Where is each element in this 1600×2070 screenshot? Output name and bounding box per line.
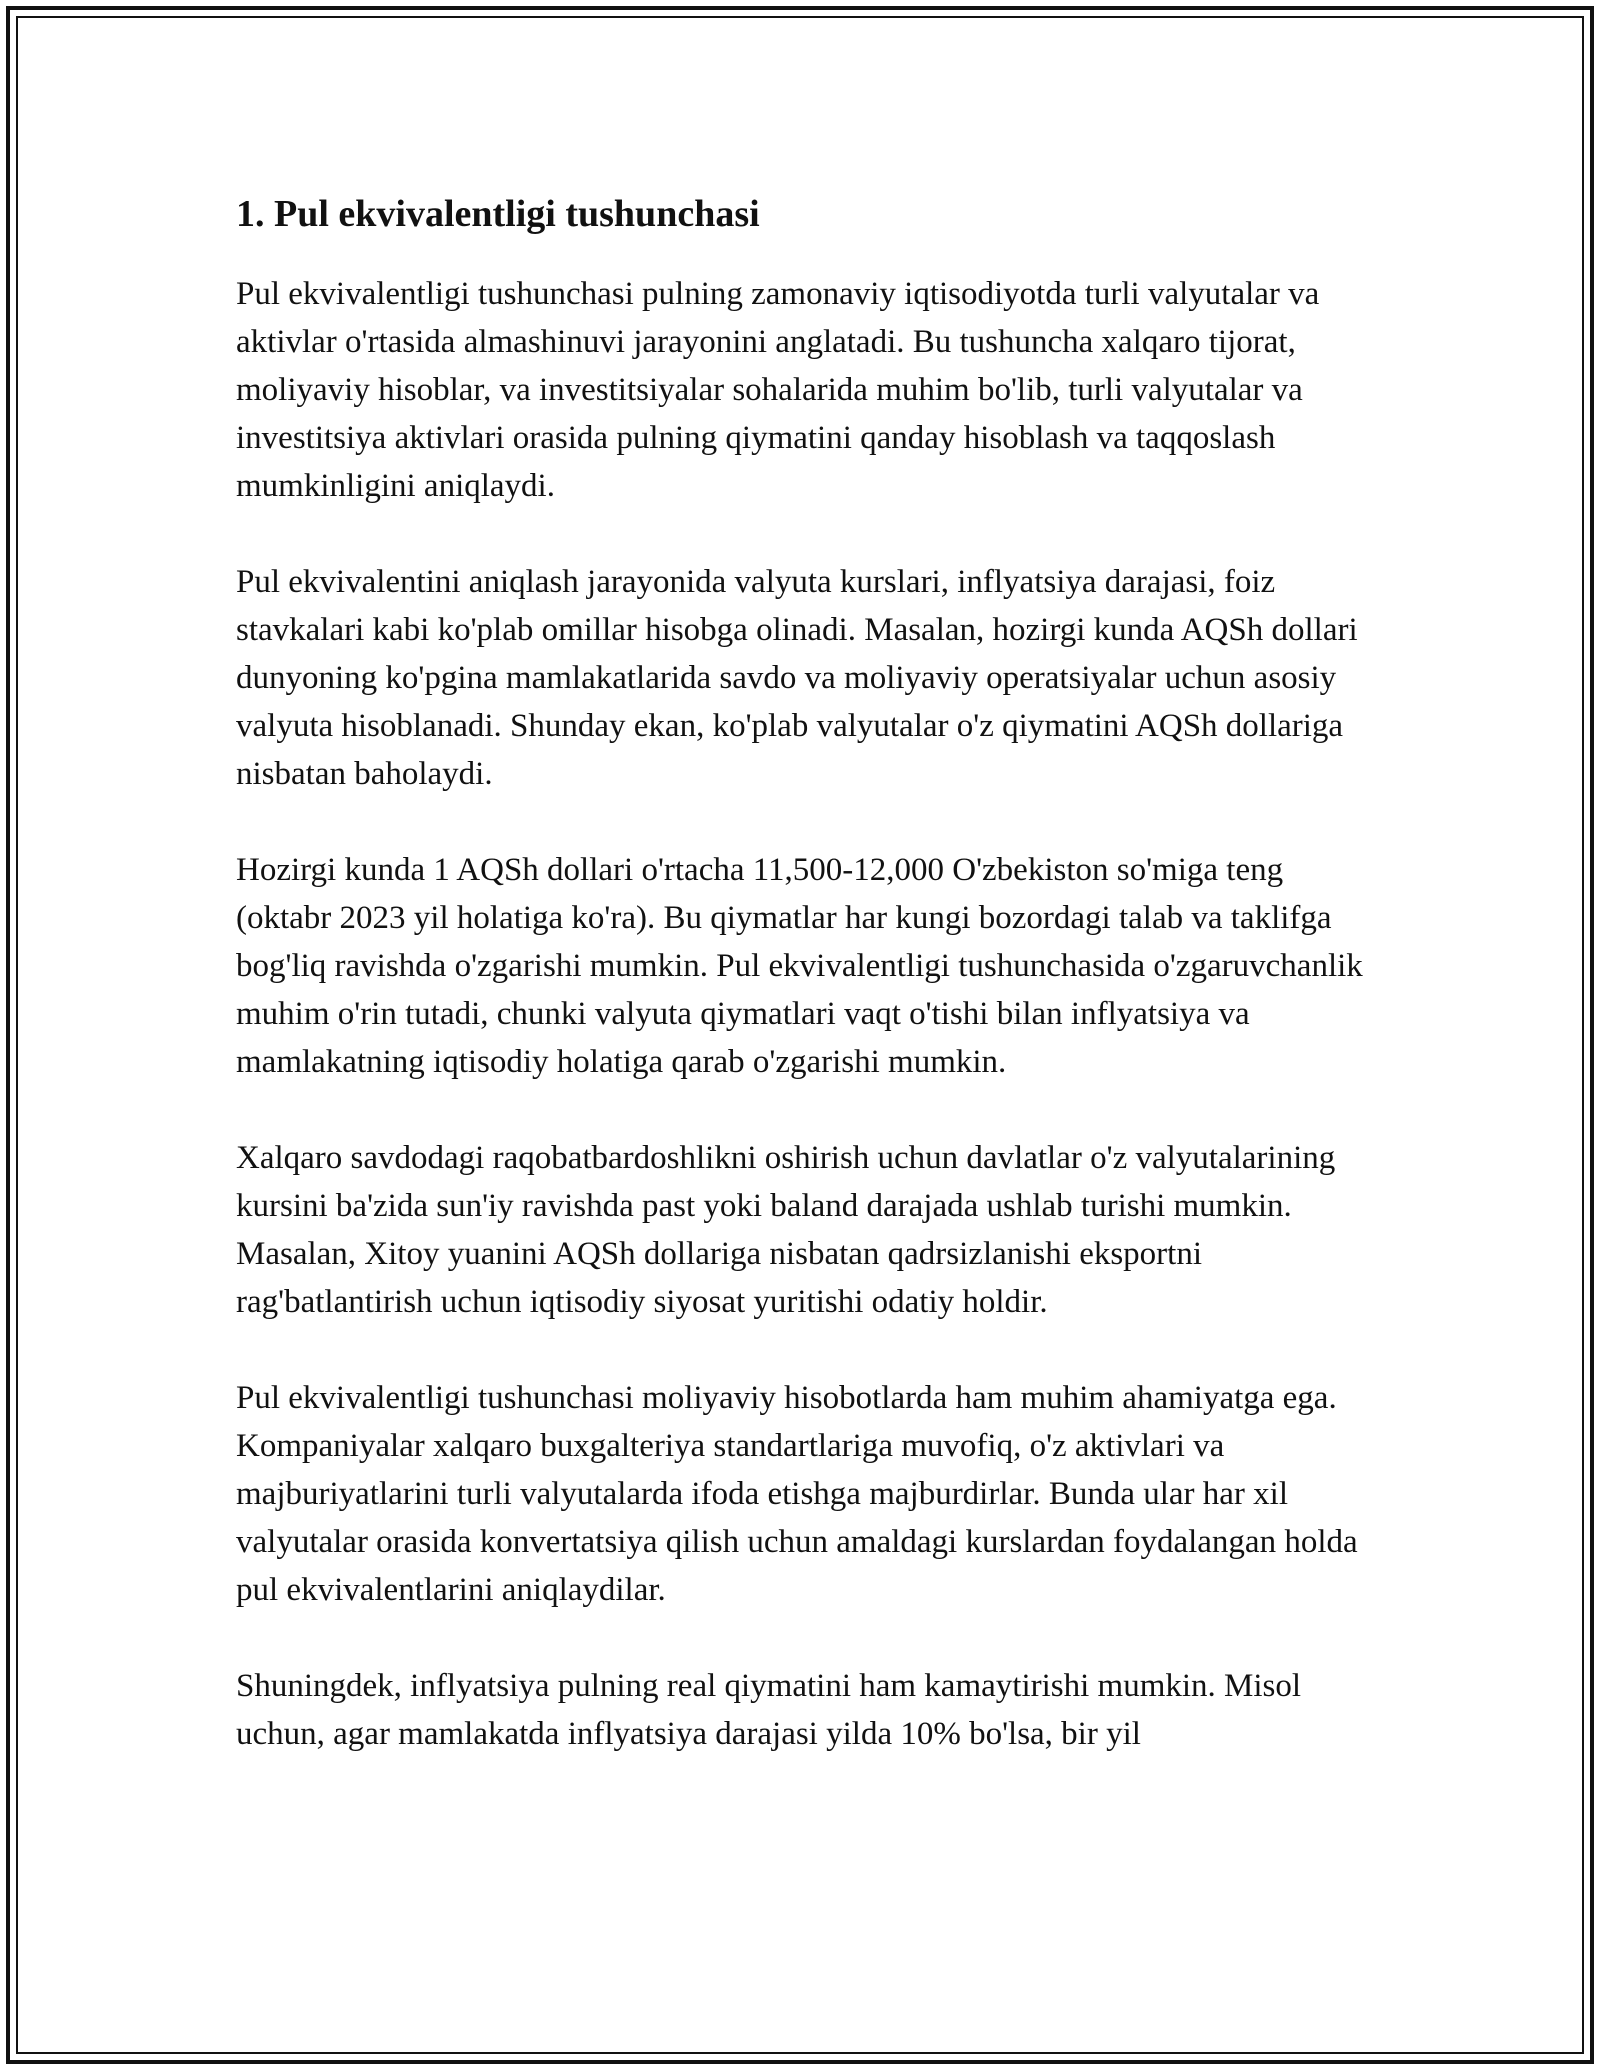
- section-heading: 1. Pul ekvivalentligi tushunchasi: [236, 193, 760, 235]
- paragraph: Pul ekvivalentligi tushunchasi pulning zamonaviy iqtisodiyotda turli valyutalar va aktivlar o'rtasida almashinuvi jarayonini anglatadi. Bu tushuncha xalqaro tijorat, moliyaviy hisoblar, va investitsiyalar sohalarida muhim bo'lib, turli valyutalar va investitsiya aktivlari orasida pulning qiymatini qanday hisoblash va taqqoslash mumkinligini aniqlaydi.: [236, 276, 1320, 504]
- paragraph: Pul ekvivalentligi tushunchasi moliyaviy hisobotlarda ham muhim ahamiyatga ega. Kompaniyalar xalqaro buxgalteriya standartlariga muvofiq, o'z aktivlari va majburiyatlarini turli valyutalarda ifoda etishga majburdirlar. Bunda ular har xil valyutalar orasida konvertatsiya qilish uchun amaldagi kurslardan foydalangan holda pul ekvivalentlarini aniqlaydilar.: [236, 1380, 1358, 1608]
- paragraph: Pul ekvivalentini aniqlash jarayonida valyuta kurslari, inflyatsiya darajasi, foiz stavkalari kabi ko'plab omillar hisobga olinadi. Masalan, hozirgi kunda AQSh dollari dunyoning ko'pgina mamlakatlarida savdo va moliyaviy operatsiyalar uchun asosiy valyuta hisoblanadi. Shunday ekan, ko'plab valyutalar o'z qiymatini AQSh dollariga nisbatan baholaydi.: [236, 564, 1358, 792]
- document-body: [236, 188, 1376, 1758]
- paragraph: Hozirgi kunda 1 AQSh dollari o'rtacha 11,500-12,000 O'zbekiston so'miga teng (oktabr 2023 yil holatiga ko'ra). Bu qiymatlar har kungi bozordagi talab va taklifga bog'liq ravishda o'zgarishi mumkin. Pul ekvivalentligi tushunchasida o'zgaruvchanlik muhim o'rin tutadi, chunki valyuta qiymatlari vaqt o'tishi bilan inflyatsiya va mamlakatning iqtisodiy holatiga qarab o'zgarishi mumkin.: [236, 852, 1363, 1080]
- paragraph: Shuningdek, inflyatsiya pulning real qiymatini ham kamaytirishi mumkin. Misol uchun, agar mamlakatda inflyatsiya darajasi yilda 10% bo'lsa, bir yil: [236, 1668, 1302, 1752]
- paragraph: Xalqaro savdodagi raqobatbardoshlikni oshirish uchun davlatlar o'z valyutalarining kursini ba'zida sun'iy ravishda past yoki baland darajada ushlab turishi mumkin. Masalan, Xitoy yuanini AQSh dollariga nisbatan qadrsizlanishi eksportni rag'batlantirish uchun iqtisodiy siyosat yuritishi odatiy holdir.: [236, 1140, 1336, 1320]
